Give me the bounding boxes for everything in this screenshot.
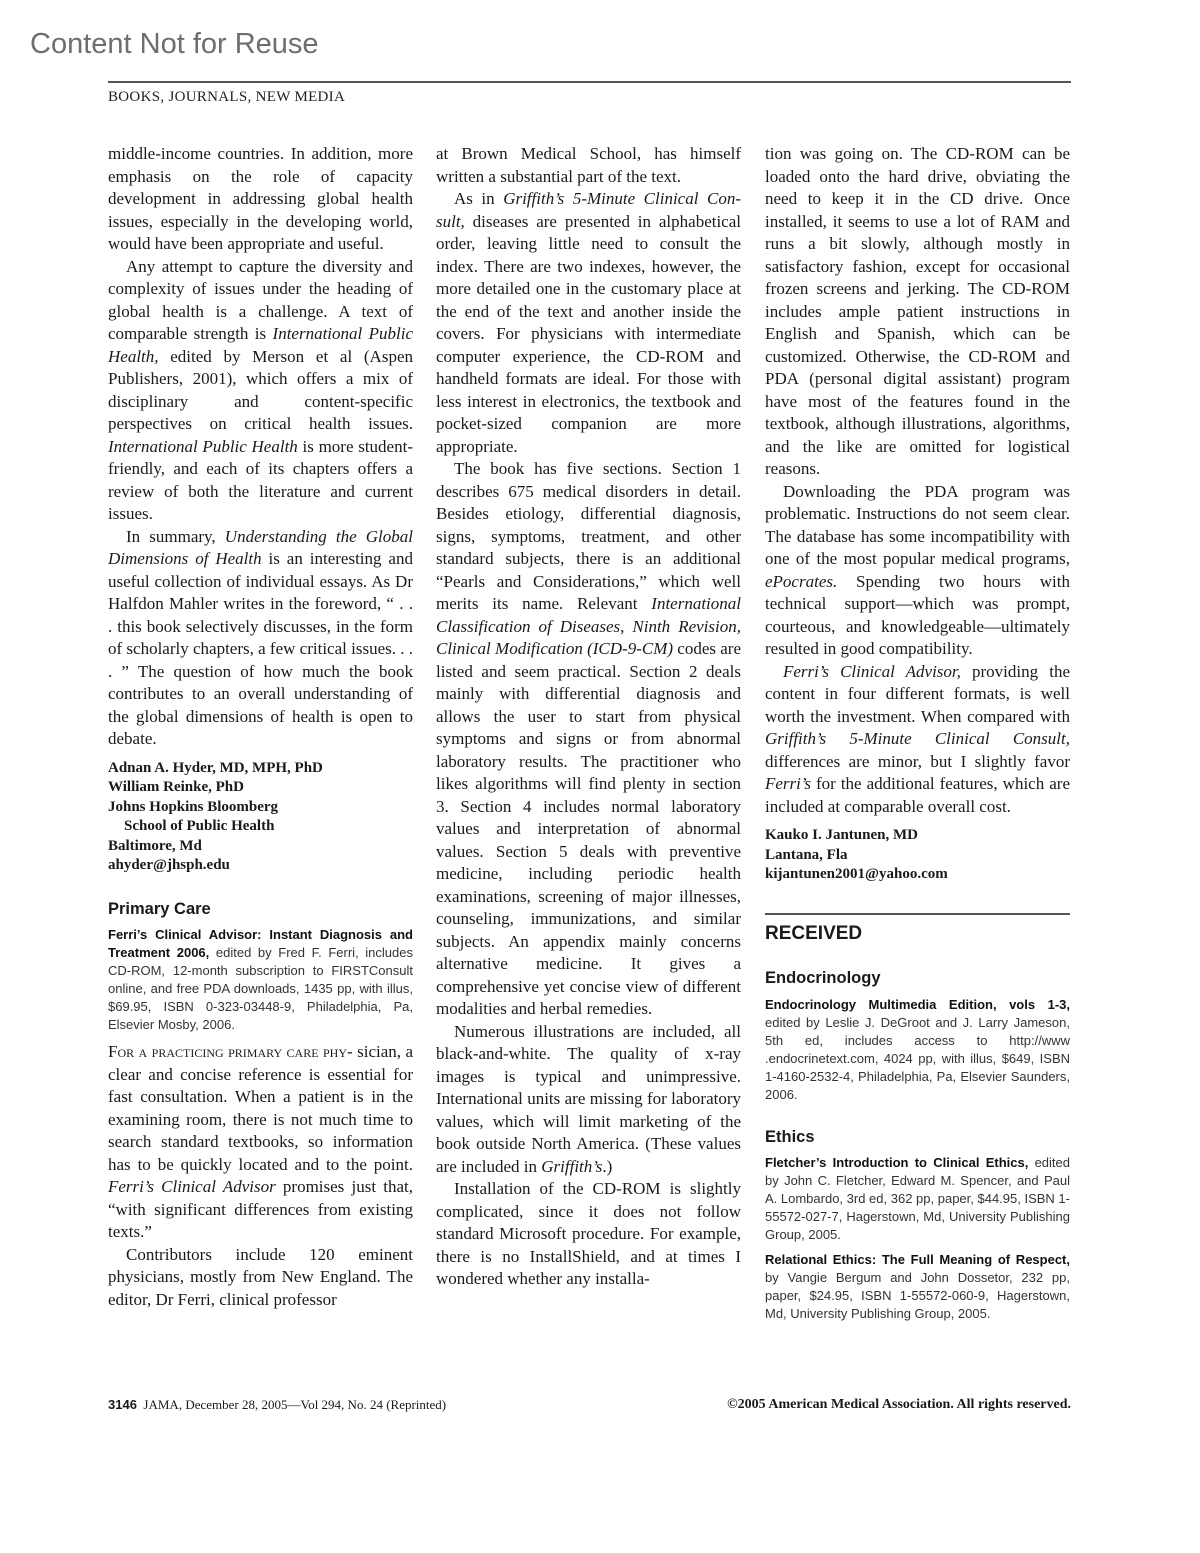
paragraph: In summary, Understanding the Global Dimensions of Health is an interesting and useful collection of individual essays. As Dr Halfdon Mahler writes in the foreword, “ . . . this book selectively discusses, in the form of scholarly chapters, a few critical issues. . . . ” The question of how much the book contributes to an overall understanding of the global dimensions of health is open to debate. (108, 526, 413, 748)
author-line: Kauko I. Jantunen, MD (765, 827, 918, 843)
paragraph: at Brown Medical School, has himself written a substantial part of the text. (436, 144, 741, 186)
author-email: kijantunen2001@yahoo.com (765, 866, 948, 882)
column-3 (765, 143, 1070, 1330)
book-entry: Ferri’s Clinical Advisor: Instant Diagnosis and Treatment 2006, edited by Fred F. Ferri, includes CD-ROM, 12-month subscription to FIRSTConsult online, and free PDA downloads, 1435 pp, with illus, $69.95, ISBN 0-323-03448-9, Philadelphia, Pa, Elsevier Mosby, 2006. (108, 927, 413, 1032)
section-header: BOOKS, JOURNALS, NEW MEDIA (108, 89, 346, 105)
author-signature (765, 826, 1070, 885)
category-heading: Primary Care (108, 899, 211, 918)
category-heading: Endocrinology (765, 969, 881, 987)
author-line: William Reinke, PhD (108, 779, 244, 795)
received-rule (765, 913, 1070, 915)
paragraph: middle-income countries. In addition, more emphasis on the role of capacity development in addressing global health issues, especially in the developing world, would have been appropriate and useful. (108, 144, 413, 253)
author-line: School of Public Health (124, 818, 275, 834)
paragraph: For a practicing primary care phy- sician, a clear and concise reference is essential for fast consultation. When a patient is in the examining room, there is not much time to search standard textbooks, so information has to be quickly located and to the point. Ferri’s Clinical Advisor promises just that, “with significant differences from existing texts.” (108, 1042, 413, 1241)
paragraph: Any attempt to capture the diversity and complexity of issues under the heading of global health is a challenge. A text of comparable strength is International Public Health, edited by Merson et al (Aspen Publishers, 2001), which offers a mix of disciplinary and content-specific perspectives on critical health issues. International Public Health is more student-friendly, and each of its chapters offers a review of both the literature and current issues. (108, 256, 413, 523)
page-number: 3146 (108, 1397, 137, 1412)
author-line: Lantana, Fla (765, 846, 848, 863)
paragraph: tion was going on. The CD-ROM can be loaded onto the hard drive, obviating the need to keep it in the CD drive. Once installed, it seems to use a lot of RAM and runs a bit slowly, although mostly in satisfactory fashion, except for occasional frozen screens and jerking. The CD-ROM includes ample patient instructions in English and Spanish, which can be customized. Otherwise, the CD-ROM and PDA (personal digital assistant) program have most of the features found in the textbook, although illustrations, algorithms, and the like are omitted for logistical reasons. (765, 144, 1070, 478)
paragraph: As in Griffith’s 5-Minute Clinical Consult, diseases are presented in alphabetical order, leaving little need to consult the index. There are two indexes, however, the more detailed one in the customary place at the end of the text and another inside the covers. For physicians with intermediate computer experience, the CD-ROM and handheld formats are ideal. For those with less interest in electronics, the textbook and pocket-sized companion are more appropriate. (436, 189, 741, 456)
paragraph: The book has five sections. Section 1 describes 675 medical disorders in detail. Besides etiology, differential diagnosis, signs, symptoms, treatment, and other standard subjects, there is an additional “Pearls and Considerations,” which well merits its name. Relevant International Classification of Diseases, Ninth Revision, Clinical Modification (ICD-9-CM) codes are listed and seem practical. Section 2 deals mainly with differential diagnosis and allows the user to start from physical symptoms and signs or from abnormal laboratory results. The practitioner who likes algorithms will find plenty in section 3. Section 4 includes normal laboratory values and interpretation of abnormal values. Section 5 deals with preventive medicine, including periodic health examinations, screening of major illnesses, counseling, immunizations, and similar subjects. An appendix mainly concerns alternative medicine. It gives a comprehensive yet concise view of different modalities and herbal remedies. (436, 459, 741, 1018)
header-rule (108, 81, 1071, 83)
paragraph: Numerous illustrations are included, all black-and-white. The quality of x-ray images is typical and unimpressive. International units are missing for laboratory values, which will limit marketing of the book outside North America. (These values are included in Griffith’s.) (436, 1021, 741, 1176)
author-line: Johns Hopkins Bloomberg (108, 798, 279, 815)
book-entry: Fletcher’s Introduction to Clinical Ethics, edited by John C. Fletcher, Edward M. Spencer, and Paul A. Lombardo, 3rd ed, 362 pp, paper, $44.95, ISBN 1-55572-027-7, Hagerstown, Md, University Publishing Group, 2005. (765, 1155, 1070, 1242)
footer-copyright: ©2005 American Medical Association. All rights reserved. (727, 1397, 1071, 1412)
book-entry: Relational Ethics: The Full Meaning of Respect, by Vangie Bergum and John Dossetor, 232 pp, paper, $24.95, ISBN 1-55572-060-9, Hagerstown, Md, University Publishing Group, 2005. (765, 1252, 1070, 1321)
column-1 (108, 143, 413, 1311)
book-entry: Endocrinology Multimedia Edition, vols 1-3, edited by Leslie J. DeGroot and J. Larry Jameson, 5th ed, includes access to http://www .endocrinetext.com, 4024 pp, with illus, $649, ISBN 1-4160-2532-4, Philadelphia, Pa, Elsevier Saunders, 2006. (765, 996, 1070, 1102)
paragraph: Contributors include 120 eminent physicians, mostly from New England. The editor, Dr Ferri, clinical professor (108, 1244, 413, 1309)
paragraph: Ferri’s Clinical Advisor, providing the content in four different formats, is well worth the investment. When compared with Griffith’s 5-Minute Clinical Consult, differences are minor, but I slightly favor Ferri’s for the additional features, which are included at comparable overall cost. (765, 661, 1070, 816)
author-line: Adnan A. Hyder, MD, MPH, PhD (108, 759, 323, 776)
author-line: Baltimore, Md (108, 837, 202, 854)
column-2 (436, 143, 741, 1291)
received-heading: RECEIVED (765, 922, 863, 944)
paragraph: Downloading the PDA program was problematic. Instructions do not seem clear. The database has some incompatibility with one of the most popular medical programs, ePocrates. Spending two hours with technical support—which was prompt, courteous, and knowledgeable—ultimately resulted in good compatibility. (765, 481, 1070, 658)
author-email: ahyder@jhsph.edu (108, 857, 230, 873)
watermark: Content Not for Reuse (30, 28, 319, 60)
paragraph: Installation of the CD-ROM is slightly complicated, since it does not follow standard Microsoft procedure. For example, there is no InstallShield, and at times I wondered whether any installa- (436, 1179, 741, 1288)
footer-citation: 3146 JAMA, December 28, 2005—Vol 294, No. 24 (Reprinted) (108, 1397, 447, 1412)
page-footer (108, 1397, 1071, 1413)
author-signature (108, 759, 413, 876)
category-heading: Ethics (765, 1127, 815, 1146)
